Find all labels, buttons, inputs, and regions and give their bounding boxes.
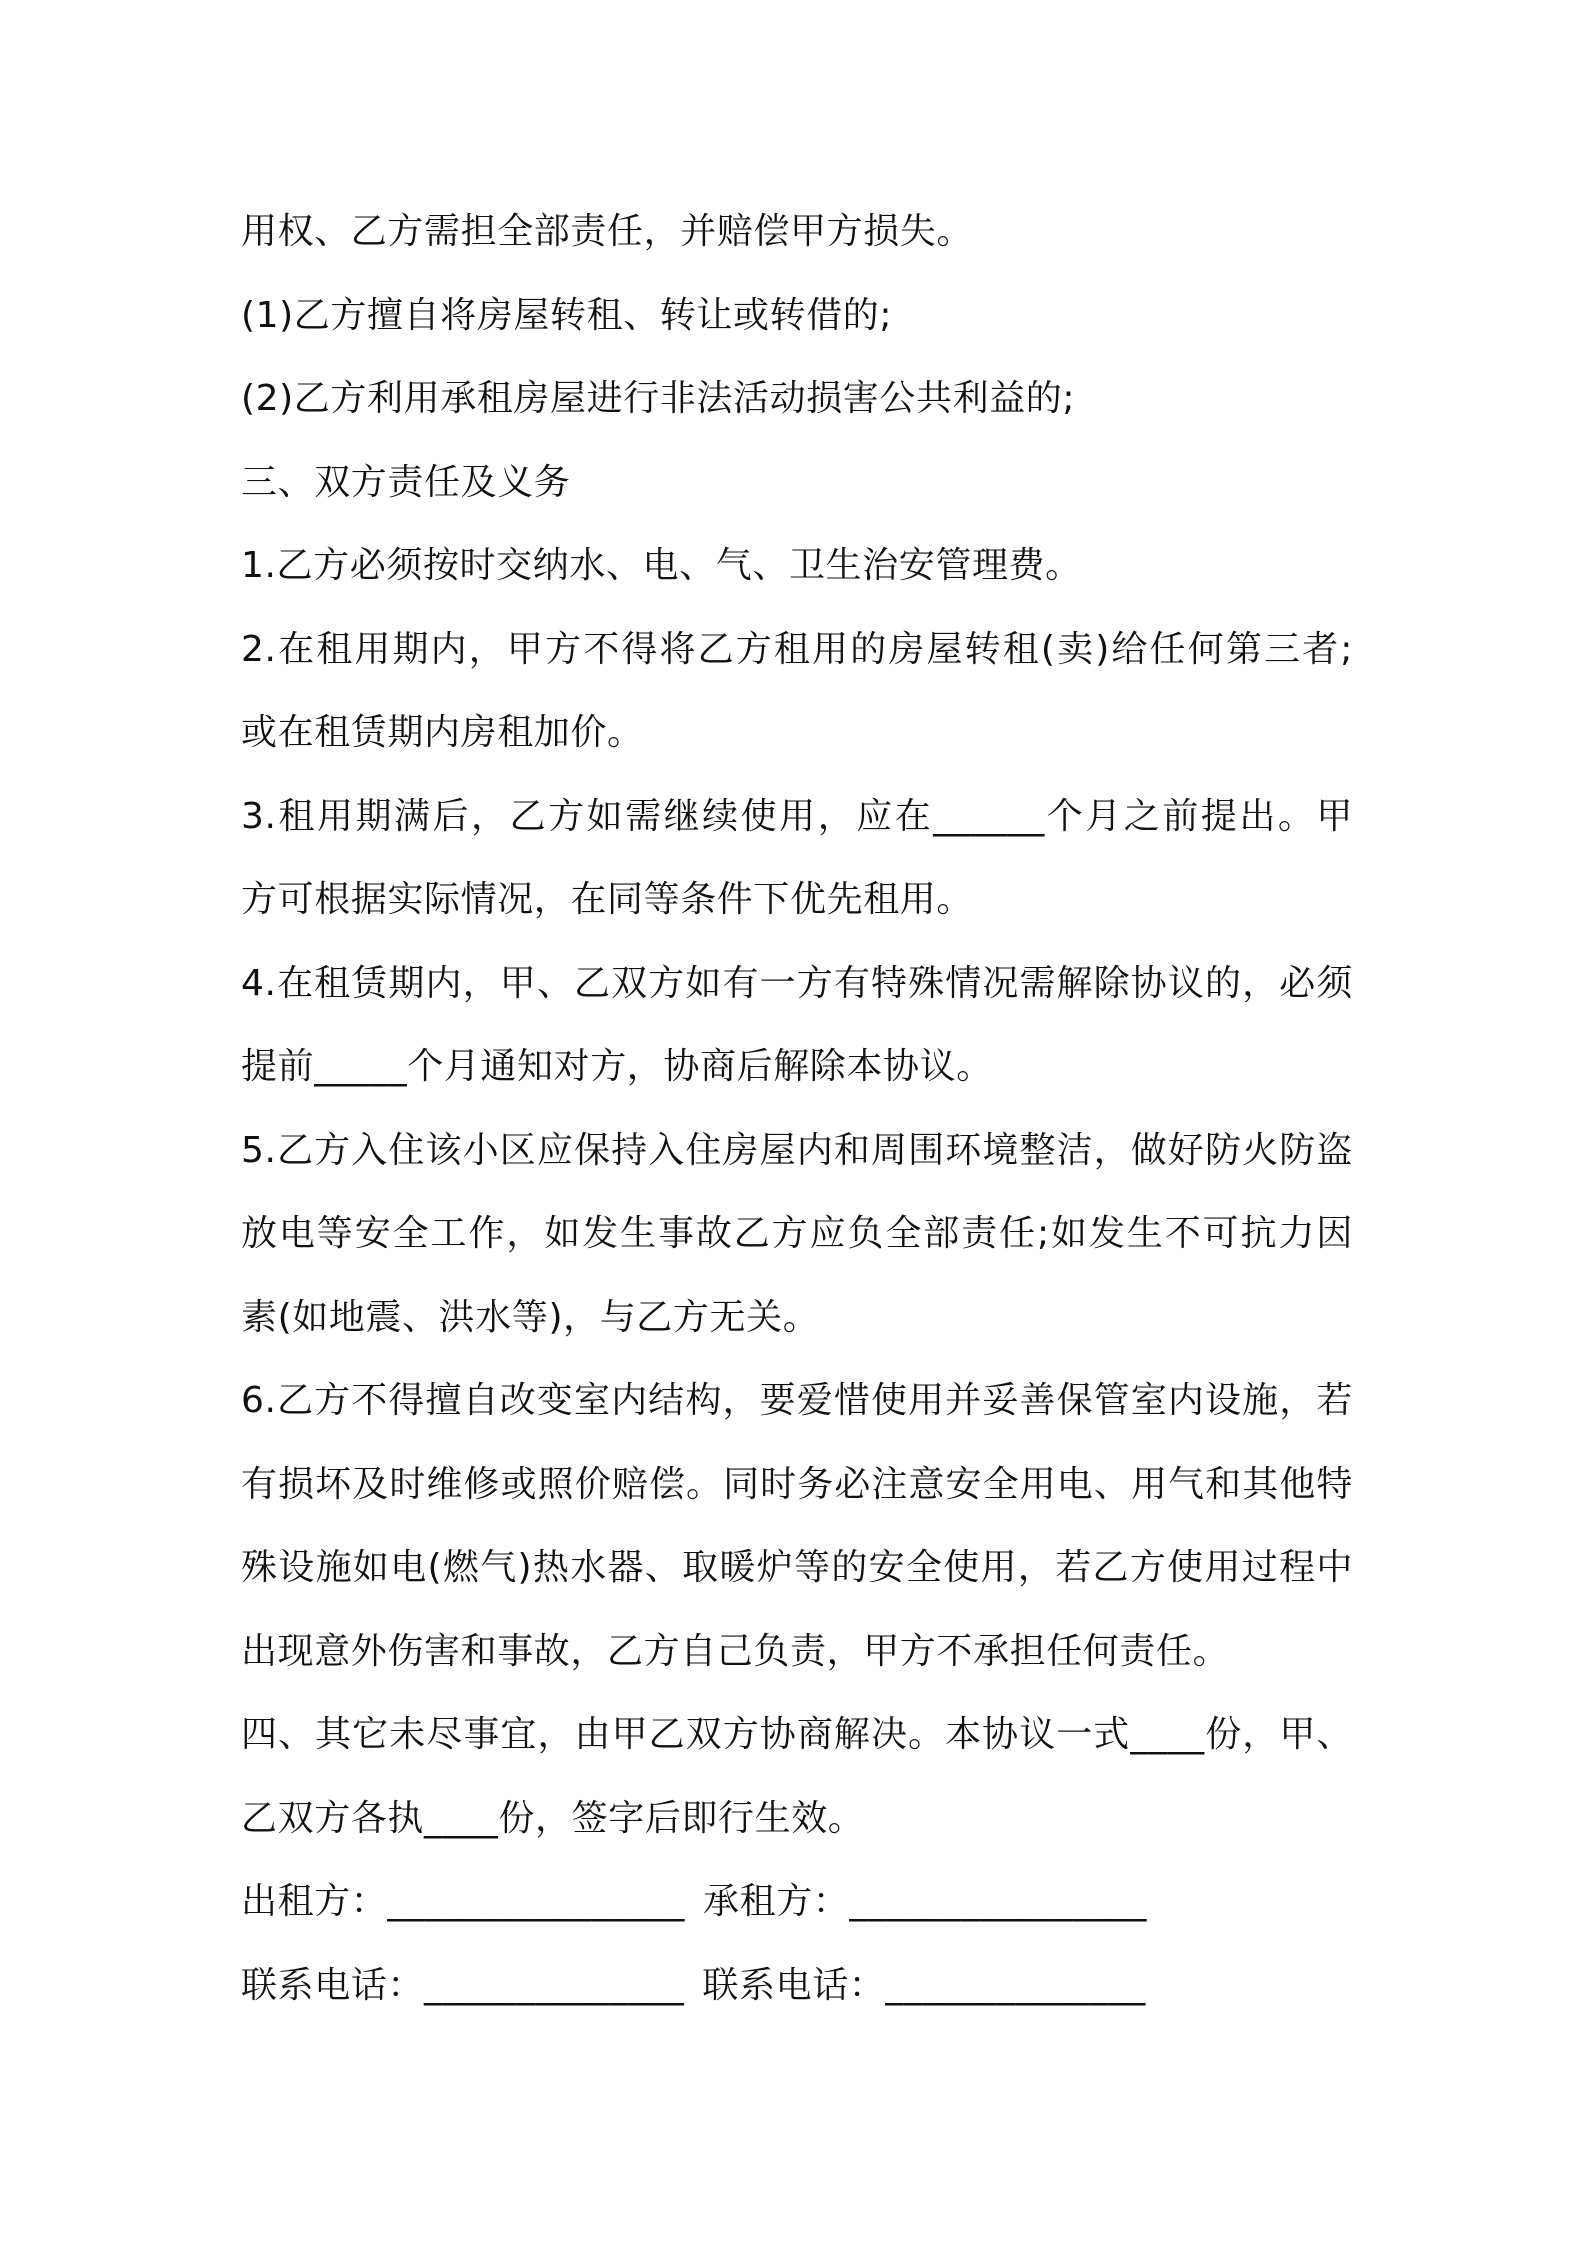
phone-row (241, 1944, 1353, 2028)
text-line: 有损坏及时维修或照价赔偿。同时务必注意安全用电、用气和其他特 (241, 1463, 1353, 1505)
text-line: 2.在租用期内，甲方不得将乙方租用的房屋转租(卖)给任何第三者; (241, 628, 1353, 670)
text-line: 出现意外伤害和事故，乙方自己负责，甲方不承担任何责任。 (241, 1630, 1230, 1672)
text-line: 方可根据实际情况，在同等条件下优先租用。 (241, 879, 974, 920)
text-line: 提前_____个月通知对方，协商后解除本协议。 (241, 1046, 993, 1087)
section-heading: 四、其它未尽事宜，由甲乙双方协商解决。本协议一式____份，甲、 (241, 1714, 1353, 1755)
text-line: 或在租赁期内房租加价。 (241, 712, 644, 753)
lessee-phone-field: 联系电话：______________ (702, 1964, 1146, 2006)
text-line: (2)乙方利用承租房屋进行非法活动损害公共利益的; (241, 378, 1076, 419)
text-line: 1.乙方必须按时交纳水、电、气、卫生治安管理费。 (241, 545, 1082, 586)
text-line: 5.乙方入住该小区应保持入住房屋内和周围环境整洁，做好防火防盗 (241, 1129, 1353, 1171)
section-heading: 三、双方责任及义务 (241, 461, 571, 503)
lessor-signature-field: 出租方：________________ (241, 1881, 685, 1922)
text-line: 4.在租赁期内，甲、乙双方如有一方有特殊情况需解除协议的，必须 (241, 962, 1353, 1004)
text-line: 素(如地震、洪水等)，与乙方无关。 (241, 1296, 820, 1338)
text-line: 6.乙方不得擅自改变室内结构，要爱惜使用并妥善保管室内设施，若 (241, 1380, 1353, 1421)
text-line: (1)乙方擅自将房屋转租、转让或转借的; (241, 294, 893, 336)
text-line: 殊设施如电(燃气)热水器、取暖炉等的安全使用，若乙方使用过程中 (241, 1547, 1353, 1588)
signature-row (241, 1860, 1353, 1944)
text-line: 放电等安全工作，如发生事故乙方应负全部责任;如发生不可抗力因 (241, 1213, 1353, 1254)
text-line: 3.租用期满后，乙方如需继续使用，应在______个月之前提出。甲 (241, 795, 1353, 837)
lessee-signature-field: 承租方：________________ (703, 1881, 1147, 1922)
text-line: 乙双方各执____份，签字后即行生效。 (241, 1797, 865, 1839)
text-line: 用权、乙方需担全部责任，并赔偿甲方损失。 (241, 211, 974, 252)
lessor-phone-field: 联系电话：______________ (241, 1964, 685, 2006)
contract-body (241, 190, 1353, 2027)
